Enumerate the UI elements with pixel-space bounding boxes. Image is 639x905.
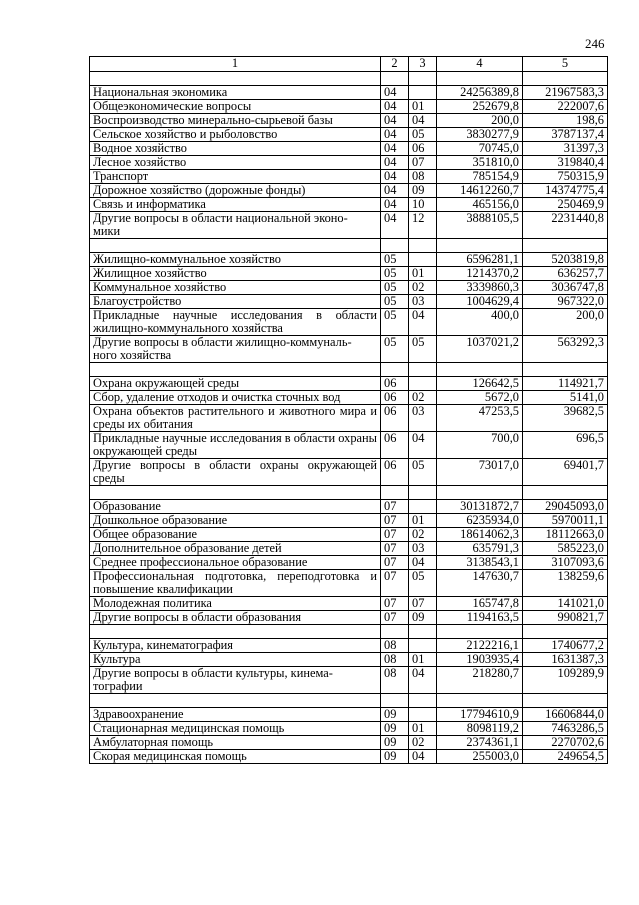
section-code-cell: 05	[381, 281, 409, 295]
empty-cell	[523, 486, 608, 500]
section-code-cell: 04	[381, 86, 409, 100]
amount-col4-cell: 165747,8	[437, 597, 523, 611]
expense-name-cell: Водное хозяйство	[90, 142, 381, 156]
table-row	[90, 542, 608, 556]
table-row	[90, 142, 608, 156]
subsection-code-cell: 02	[409, 736, 437, 750]
section-code-cell: 07	[381, 542, 409, 556]
section-code-cell: 05	[381, 267, 409, 281]
expense-name-cell: Жилищное хозяйство	[90, 267, 381, 281]
table-row	[90, 528, 608, 542]
amount-col4-cell: 47253,5	[437, 405, 523, 432]
blank-separator-row	[90, 486, 608, 500]
expense-name-cell: Образование	[90, 500, 381, 514]
subsection-code-cell: 05	[409, 570, 437, 597]
amount-col5-cell: 1740677,2	[523, 639, 608, 653]
subsection-code-cell	[409, 253, 437, 267]
expense-name-cell: Прикладные научные исследования в области охраны окружающей среды	[90, 432, 381, 459]
budget-table	[89, 56, 608, 764]
table-row	[90, 556, 608, 570]
table-row	[90, 611, 608, 625]
amount-col4-cell: 30131872,7	[437, 500, 523, 514]
subsection-code-cell: 03	[409, 295, 437, 309]
subsection-code-cell: 02	[409, 391, 437, 405]
section-code-cell: 04	[381, 184, 409, 198]
amount-col5-cell: 16606844,0	[523, 708, 608, 722]
amount-col4-cell: 24256389,8	[437, 86, 523, 100]
expense-name-cell: Молодежная политика	[90, 597, 381, 611]
empty-cell	[523, 694, 608, 708]
subsection-code-cell: 04	[409, 432, 437, 459]
table-row	[90, 570, 608, 597]
subsection-code-cell: 09	[409, 611, 437, 625]
empty-cell	[523, 363, 608, 377]
table-row	[90, 405, 608, 432]
subsection-code-cell: 06	[409, 142, 437, 156]
amount-col4-cell: 147630,7	[437, 570, 523, 597]
amount-col4-cell: 73017,0	[437, 459, 523, 486]
table-row	[90, 114, 608, 128]
expense-name-cell: Культура	[90, 653, 381, 667]
section-code-cell: 04	[381, 170, 409, 184]
header-row	[90, 57, 608, 72]
amount-col5-cell: 200,0	[523, 309, 608, 336]
amount-col4-cell: 252679,8	[437, 100, 523, 114]
empty-cell	[523, 72, 608, 86]
amount-col4-cell: 3888105,5	[437, 212, 523, 239]
amount-col5-cell: 2231440,8	[523, 212, 608, 239]
table-row	[90, 597, 608, 611]
header-col-5: 5	[523, 57, 608, 72]
expense-name-cell: Дошкольное образование	[90, 514, 381, 528]
expense-name-cell: Другие вопросы в области национальной эконо- мики	[90, 212, 381, 239]
expense-name-cell: Профессиональная подготовка, переподготовка и повышение квалификации	[90, 570, 381, 597]
amount-col4-cell: 700,0	[437, 432, 523, 459]
amount-col5-cell: 138259,6	[523, 570, 608, 597]
amount-col5-cell: 14374775,4	[523, 184, 608, 198]
table-row	[90, 653, 608, 667]
amount-col4-cell: 255003,0	[437, 750, 523, 764]
table-row	[90, 212, 608, 239]
empty-cell	[90, 486, 381, 500]
amount-col5-cell: 141021,0	[523, 597, 608, 611]
amount-col5-cell: 222007,6	[523, 100, 608, 114]
amount-col5-cell: 21967583,3	[523, 86, 608, 100]
table-row	[90, 128, 608, 142]
amount-col5-cell: 250469,9	[523, 198, 608, 212]
amount-col5-cell: 5970011,1	[523, 514, 608, 528]
empty-cell	[381, 72, 409, 86]
header-col-2: 2	[381, 57, 409, 72]
header-col-1: 1	[90, 57, 381, 72]
amount-col4-cell: 6596281,1	[437, 253, 523, 267]
expense-name-cell: Транспорт	[90, 170, 381, 184]
table-row	[90, 267, 608, 281]
table-row	[90, 500, 608, 514]
subsection-code-cell: 01	[409, 100, 437, 114]
section-code-cell: 07	[381, 528, 409, 542]
subsection-code-cell: 05	[409, 336, 437, 363]
expense-name-cell: Охрана объектов растительного и животного мира и среды их обитания	[90, 405, 381, 432]
amount-col5-cell: 3107093,6	[523, 556, 608, 570]
section-code-cell: 09	[381, 750, 409, 764]
empty-cell	[437, 72, 523, 86]
table-row	[90, 639, 608, 653]
amount-col5-cell: 3787137,4	[523, 128, 608, 142]
section-code-cell: 08	[381, 653, 409, 667]
subsection-code-cell: 01	[409, 267, 437, 281]
expense-name-cell: Национальная экономика	[90, 86, 381, 100]
expense-name-cell: Общеэкономические вопросы	[90, 100, 381, 114]
blank-separator-row	[90, 625, 608, 639]
table-row	[90, 667, 608, 694]
blank-separator-row	[90, 363, 608, 377]
section-code-cell: 05	[381, 295, 409, 309]
blank-separator-row	[90, 694, 608, 708]
blank-separator-row	[90, 72, 608, 86]
table-row	[90, 391, 608, 405]
empty-cell	[437, 694, 523, 708]
table-row	[90, 309, 608, 336]
amount-col5-cell: 18112663,0	[523, 528, 608, 542]
expense-name-cell: Охрана окружающей среды	[90, 377, 381, 391]
amount-col4-cell: 5672,0	[437, 391, 523, 405]
expense-name-cell: Сбор, удаление отходов и очистка сточных вод	[90, 391, 381, 405]
amount-col5-cell: 31397,3	[523, 142, 608, 156]
amount-col4-cell: 400,0	[437, 309, 523, 336]
amount-col5-cell: 249654,5	[523, 750, 608, 764]
table-row	[90, 156, 608, 170]
amount-col5-cell: 7463286,5	[523, 722, 608, 736]
amount-col5-cell: 990821,7	[523, 611, 608, 625]
expense-name-cell: Скорая медицинская помощь	[90, 750, 381, 764]
amount-col4-cell: 1214370,2	[437, 267, 523, 281]
empty-cell	[523, 625, 608, 639]
amount-col5-cell: 109289,9	[523, 667, 608, 694]
subsection-code-cell: 02	[409, 281, 437, 295]
empty-cell	[437, 239, 523, 253]
amount-col4-cell: 1004629,4	[437, 295, 523, 309]
subsection-code-cell: 03	[409, 542, 437, 556]
expense-name-cell: Стационарная медицинская помощь	[90, 722, 381, 736]
empty-cell	[90, 694, 381, 708]
table-row	[90, 514, 608, 528]
amount-col4-cell: 3339860,3	[437, 281, 523, 295]
section-code-cell: 05	[381, 309, 409, 336]
section-code-cell: 07	[381, 611, 409, 625]
table-row	[90, 336, 608, 363]
table-row	[90, 184, 608, 198]
subsection-code-cell: 02	[409, 528, 437, 542]
empty-cell	[437, 625, 523, 639]
section-code-cell: 07	[381, 597, 409, 611]
table-row	[90, 198, 608, 212]
subsection-code-cell: 07	[409, 597, 437, 611]
amount-col5-cell: 5203819,8	[523, 253, 608, 267]
amount-col4-cell: 3138543,1	[437, 556, 523, 570]
table-row	[90, 750, 608, 764]
section-code-cell: 08	[381, 639, 409, 653]
amount-col5-cell: 114921,7	[523, 377, 608, 391]
expense-name-cell: Другие вопросы в области культуры, кинема- тографии	[90, 667, 381, 694]
section-code-cell: 06	[381, 459, 409, 486]
amount-col4-cell: 635791,3	[437, 542, 523, 556]
amount-col5-cell: 585223,0	[523, 542, 608, 556]
section-code-cell: 08	[381, 667, 409, 694]
amount-col5-cell: 5141,0	[523, 391, 608, 405]
amount-col5-cell: 2270702,6	[523, 736, 608, 750]
blank-separator-row	[90, 239, 608, 253]
table-row	[90, 432, 608, 459]
table-body	[90, 72, 608, 764]
table-row	[90, 377, 608, 391]
section-code-cell: 04	[381, 198, 409, 212]
subsection-code-cell: 04	[409, 556, 437, 570]
subsection-code-cell: 04	[409, 750, 437, 764]
subsection-code-cell: 10	[409, 198, 437, 212]
amount-col4-cell: 126642,5	[437, 377, 523, 391]
expense-name-cell: Здравоохранение	[90, 708, 381, 722]
amount-col5-cell: 750315,9	[523, 170, 608, 184]
section-code-cell: 09	[381, 708, 409, 722]
subsection-code-cell	[409, 377, 437, 391]
section-code-cell: 05	[381, 336, 409, 363]
amount-col4-cell: 17794610,9	[437, 708, 523, 722]
empty-cell	[381, 694, 409, 708]
expense-name-cell: Общее образование	[90, 528, 381, 542]
expense-name-cell: Среднее профессиональное образование	[90, 556, 381, 570]
section-code-cell: 04	[381, 114, 409, 128]
header-col-3: 3	[409, 57, 437, 72]
section-code-cell: 07	[381, 514, 409, 528]
subsection-code-cell: 07	[409, 156, 437, 170]
amount-col5-cell: 29045093,0	[523, 500, 608, 514]
amount-col5-cell: 198,6	[523, 114, 608, 128]
table-row	[90, 295, 608, 309]
expense-name-cell: Дорожное хозяйство (дорожные фонды)	[90, 184, 381, 198]
amount-col4-cell: 1194163,5	[437, 611, 523, 625]
empty-cell	[409, 486, 437, 500]
header-col-4: 4	[437, 57, 523, 72]
expense-name-cell: Другие вопросы в области охраны окружающей среды	[90, 459, 381, 486]
subsection-code-cell: 05	[409, 128, 437, 142]
empty-cell	[437, 363, 523, 377]
table-row	[90, 253, 608, 267]
expense-name-cell: Прикладные научные исследования в области жилищно-коммунального хозяйства	[90, 309, 381, 336]
section-code-cell: 06	[381, 391, 409, 405]
amount-col4-cell: 1037021,2	[437, 336, 523, 363]
table-row	[90, 281, 608, 295]
section-code-cell: 05	[381, 253, 409, 267]
subsection-code-cell: 09	[409, 184, 437, 198]
expense-name-cell: Сельское хозяйство и рыболовство	[90, 128, 381, 142]
expense-name-cell: Связь и информатика	[90, 198, 381, 212]
expense-name-cell: Другие вопросы в области жилищно-коммуналь- ного хозяйства	[90, 336, 381, 363]
section-code-cell: 09	[381, 722, 409, 736]
amount-col4-cell: 465156,0	[437, 198, 523, 212]
section-code-cell: 09	[381, 736, 409, 750]
empty-cell	[523, 239, 608, 253]
amount-col5-cell: 696,5	[523, 432, 608, 459]
amount-col5-cell: 319840,4	[523, 156, 608, 170]
expense-name-cell: Амбулаторная помощь	[90, 736, 381, 750]
amount-col4-cell: 218280,7	[437, 667, 523, 694]
subsection-code-cell: 05	[409, 459, 437, 486]
section-code-cell: 06	[381, 405, 409, 432]
section-code-cell: 06	[381, 377, 409, 391]
subsection-code-cell: 01	[409, 722, 437, 736]
expense-name-cell: Другие вопросы в области образования	[90, 611, 381, 625]
empty-cell	[409, 363, 437, 377]
section-code-cell: 04	[381, 156, 409, 170]
expense-name-cell: Лесное хозяйство	[90, 156, 381, 170]
subsection-code-cell: 03	[409, 405, 437, 432]
empty-cell	[381, 486, 409, 500]
section-code-cell: 07	[381, 570, 409, 597]
section-code-cell: 04	[381, 142, 409, 156]
subsection-code-cell	[409, 500, 437, 514]
section-code-cell: 07	[381, 500, 409, 514]
expense-name-cell: Дополнительное образование детей	[90, 542, 381, 556]
table-row	[90, 708, 608, 722]
amount-col4-cell: 351810,0	[437, 156, 523, 170]
subsection-code-cell: 12	[409, 212, 437, 239]
page-number: 246	[585, 36, 605, 51]
empty-cell	[409, 694, 437, 708]
subsection-code-cell	[409, 639, 437, 653]
amount-col4-cell: 8098119,2	[437, 722, 523, 736]
amount-col5-cell: 69401,7	[523, 459, 608, 486]
table-row	[90, 86, 608, 100]
amount-col5-cell: 39682,5	[523, 405, 608, 432]
table-row	[90, 170, 608, 184]
amount-col5-cell: 967322,0	[523, 295, 608, 309]
amount-col4-cell: 3830277,9	[437, 128, 523, 142]
expense-name-cell: Воспроизводство минерально-сырьевой базы	[90, 114, 381, 128]
subsection-code-cell	[409, 708, 437, 722]
amount-col4-cell: 2122216,1	[437, 639, 523, 653]
section-code-cell: 07	[381, 556, 409, 570]
empty-cell	[409, 239, 437, 253]
empty-cell	[409, 625, 437, 639]
empty-cell	[381, 625, 409, 639]
table-row	[90, 722, 608, 736]
amount-col5-cell: 636257,7	[523, 267, 608, 281]
expense-name-cell: Культура, кинематография	[90, 639, 381, 653]
empty-cell	[90, 363, 381, 377]
expense-name-cell: Коммунальное хозяйство	[90, 281, 381, 295]
empty-cell	[90, 239, 381, 253]
amount-col4-cell: 200,0	[437, 114, 523, 128]
amount-col4-cell: 785154,9	[437, 170, 523, 184]
expense-name-cell: Благоустройство	[90, 295, 381, 309]
amount-col4-cell: 70745,0	[437, 142, 523, 156]
subsection-code-cell: 01	[409, 653, 437, 667]
amount-col4-cell: 1903935,4	[437, 653, 523, 667]
amount-col5-cell: 563292,3	[523, 336, 608, 363]
section-code-cell: 04	[381, 212, 409, 239]
empty-cell	[409, 72, 437, 86]
section-code-cell: 06	[381, 432, 409, 459]
table-row	[90, 736, 608, 750]
amount-col4-cell: 18614062,3	[437, 528, 523, 542]
section-code-cell: 04	[381, 100, 409, 114]
amount-col5-cell: 3036747,8	[523, 281, 608, 295]
empty-cell	[90, 625, 381, 639]
section-code-cell: 04	[381, 128, 409, 142]
subsection-code-cell: 08	[409, 170, 437, 184]
amount-col4-cell: 6235934,0	[437, 514, 523, 528]
table-row	[90, 459, 608, 486]
subsection-code-cell	[409, 86, 437, 100]
subsection-code-cell: 01	[409, 514, 437, 528]
subsection-code-cell: 04	[409, 114, 437, 128]
amount-col4-cell: 2374361,1	[437, 736, 523, 750]
amount-col4-cell: 14612260,7	[437, 184, 523, 198]
subsection-code-cell: 04	[409, 309, 437, 336]
table-row	[90, 100, 608, 114]
empty-cell	[90, 72, 381, 86]
subsection-code-cell: 04	[409, 667, 437, 694]
empty-cell	[381, 239, 409, 253]
expense-name-cell: Жилищно-коммунальное хозяйство	[90, 253, 381, 267]
empty-cell	[381, 363, 409, 377]
empty-cell	[437, 486, 523, 500]
amount-col5-cell: 1631387,3	[523, 653, 608, 667]
